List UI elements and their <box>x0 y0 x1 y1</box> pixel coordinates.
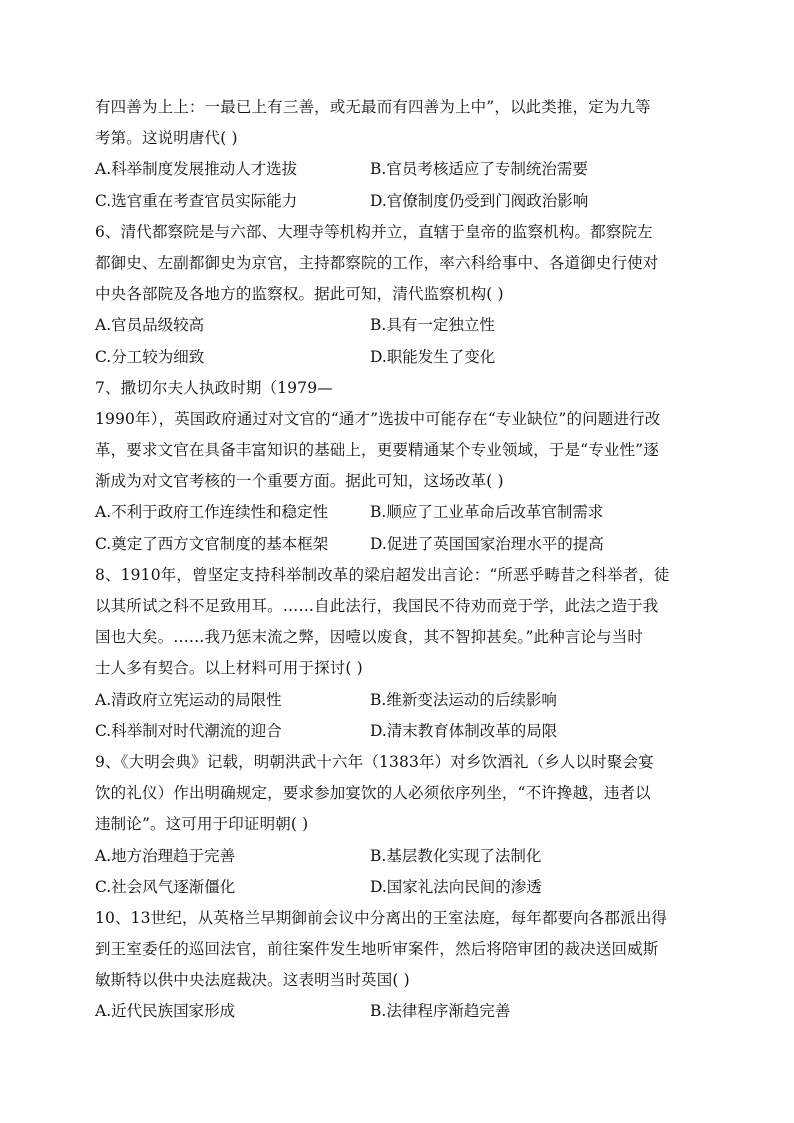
answer-option: B.法律程序渐趋完善 <box>370 1002 511 1021</box>
answer-option: C.社会风气逐渐僵化 <box>95 877 236 896</box>
answer-options-row <box>95 529 705 560</box>
answer-options-row <box>95 872 705 903</box>
answer-option: A.科举制度发展推动人才选拔 <box>95 160 298 179</box>
question-text-line: 到王室委任的巡回法官，前往案件发生地听审案件，然后将陪审团的裁决送回威斯 <box>95 940 659 959</box>
answer-options-row <box>95 841 705 872</box>
answer-option: D.促进了英国国家治理水平的提高 <box>370 534 604 553</box>
question-text-line: 国也大矣。……我乃惩末流之弊，因噎以废食，其不智抑甚矣。”此种言论与当时 <box>95 628 644 647</box>
answer-option: B.官员考核适应了专制统治需要 <box>370 160 588 179</box>
answer-option: C.选官重在考查官员实际能力 <box>95 191 298 210</box>
answer-options-row <box>95 685 705 716</box>
question-text-line: 渐成为对文官考核的一个重要方面。据此可知，这场改革( ) <box>95 472 504 491</box>
answer-option: B.基层教化实现了法制化 <box>370 846 542 865</box>
question-text-line: 1990年），英国政府通过对文官的“通才”选拔中可能存在“专业缺位”的问题进行改 <box>95 409 661 428</box>
answer-options-row <box>95 996 705 1027</box>
answer-option: B.维新变法运动的后续影响 <box>370 690 557 709</box>
question-text-line: 中央各部院及各地方的监察权。据此可知，清代监察机构( ) <box>95 285 504 304</box>
answer-option: C.分工较为细致 <box>95 347 205 366</box>
answer-option: A.不利于政府工作连续性和稳定性 <box>95 503 329 522</box>
answer-option: D.国家礼法向民间的渗透 <box>370 877 542 896</box>
question-text-line: 敏斯特以供中央法庭裁决。这表明当时英国( ) <box>95 971 410 990</box>
answer-option: A.官员品级较高 <box>95 316 205 335</box>
answer-option: B.顺应了工业革命后改革官制需求 <box>370 503 604 522</box>
question-text-line: 7、撒切尔夫人执政时期（1979— <box>95 378 333 397</box>
question-text-line: 革，要求文官在具备丰富知识的基础上，更要精通某个专业领域，于是“专业性”逐 <box>95 441 659 460</box>
question-text-line: 9、《大明会典》记载，明朝洪武十六年（1383年）对乡饮酒礼（乡人以时聚会宴 <box>95 752 654 771</box>
answer-options-row <box>95 497 705 528</box>
question-text-line: 都御史、左副都御史为京官，主持都察院的工作，率六科给事中、各道御史行使对 <box>95 253 659 272</box>
question-text-line: 8、1910年，曾坚定支持科举制改革的梁启超发出言论：“所恶乎畴昔之科举者，徒 <box>95 565 670 584</box>
answer-option: C.科举制对时代潮流的迎合 <box>95 721 282 740</box>
answer-option: D.官僚制度仍受到门阀政治影响 <box>370 191 589 210</box>
answer-option: C.奠定了西方文官制度的基本框架 <box>95 534 329 553</box>
answer-options-row <box>95 310 705 341</box>
answer-option: D.清末教育体制改革的局限 <box>370 721 558 740</box>
answer-option: A.地方治理趋于完善 <box>95 846 236 865</box>
question-text-line: 士人多有契合。以上材料可用于探讨( ) <box>95 659 363 678</box>
question-text-line: 10、13世纪，从英格兰早期御前会议中分离出的王室法庭，每年都要向各郡派出得 <box>95 908 668 927</box>
answer-option: B.具有一定独立性 <box>370 316 495 335</box>
question-text-line: 以其所试之科不足致用耳。……自此法行，我国民不待劝而竞于学，此法之造于我 <box>95 597 659 615</box>
answer-option: D.职能发生了变化 <box>370 347 496 366</box>
exam-page <box>95 92 705 1028</box>
answer-options-row <box>95 186 705 217</box>
question-text-line: 考第。这说明唐代( ) <box>95 129 238 148</box>
question-text-line: 有四善为上上：一最已上有三善，或无最而有四善为上中”，以此类推，定为九等 <box>95 98 651 116</box>
question-text-line: 6、清代都察院是与六部、大理寺等机构并立，直辖于皇帝的监察机构。都察院左 <box>95 222 653 241</box>
answer-options-row <box>95 154 705 185</box>
answer-options-row <box>95 716 705 747</box>
question-text-line: 违制论”。这可用于印证明朝( ) <box>95 815 309 834</box>
answer-option: A.近代民族国家形成 <box>95 1002 236 1021</box>
answer-option: A.清政府立宪运动的局限性 <box>95 690 282 709</box>
answer-options-row <box>95 342 705 373</box>
question-text-line: 饮的礼仪）作出明确规定，要求参加宴饮的人必须依序列坐，“不许搀越，违者以 <box>95 784 651 803</box>
